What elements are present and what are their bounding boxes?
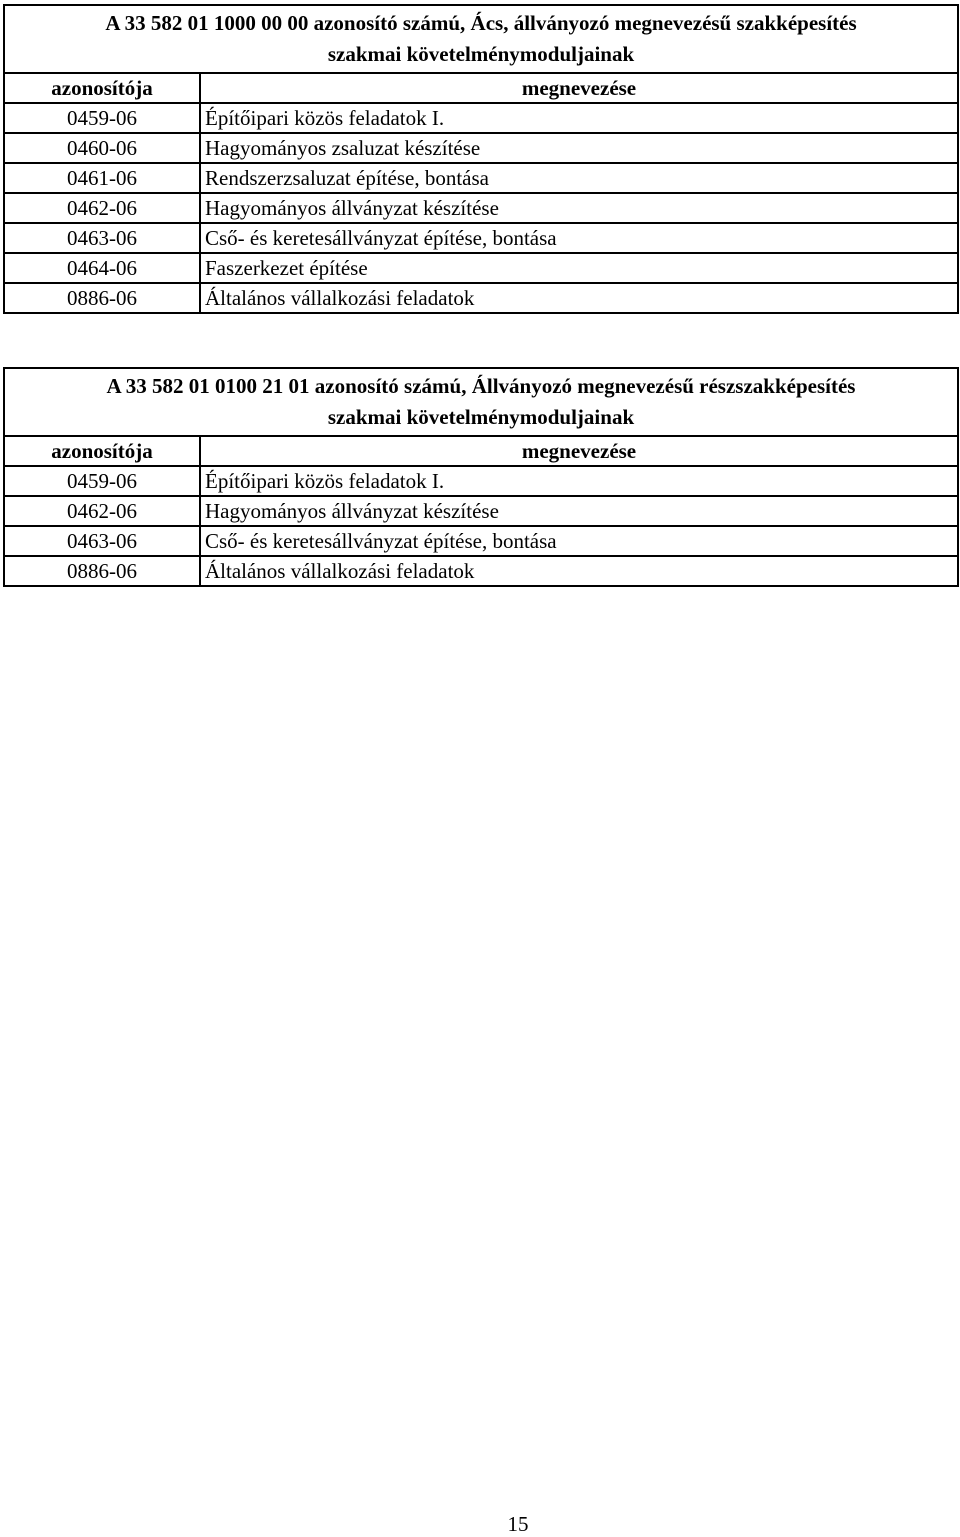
module-id-cell: 0463-06	[4, 223, 200, 253]
module-name-cell: Cső- és keretesállványzat építése, bontása	[200, 526, 958, 556]
module-table-full-qualification	[3, 4, 959, 314]
module-id-cell: 0463-06	[4, 526, 200, 556]
module-name-cell: Hagyományos állványzat készítése	[200, 496, 958, 526]
module-id-cell: 0464-06	[4, 253, 200, 283]
module-id-cell: 0459-06	[4, 103, 200, 133]
table-title-line-1: A 33 582 01 0100 21 01 azonosító számú, Állványozó megnevezésű részszakképesítés	[106, 374, 856, 398]
table-row	[4, 283, 958, 313]
page-number: 15	[507, 1512, 529, 1536]
module-name-cell: Építőipari közös feladatok I.	[200, 103, 958, 133]
table-row	[4, 193, 958, 223]
table-title-line-1: A 33 582 01 1000 00 00 azonosító számú, Ács, állványozó megnevezésű szakképesítés	[105, 11, 857, 35]
module-name-cell: Általános vállalkozási feladatok	[200, 283, 958, 313]
table-row	[4, 496, 958, 526]
module-table-partial-qualification	[3, 367, 959, 587]
table-title-line-2: szakmai követelménymoduljainak	[327, 405, 635, 429]
table-title	[4, 5, 958, 73]
module-id-cell: 0886-06	[4, 283, 200, 313]
table-header-row	[4, 73, 958, 103]
table-row	[4, 133, 958, 163]
module-name-cell: Faszerkezet építése	[200, 253, 958, 283]
table-header-row	[4, 436, 958, 466]
module-id-cell: 0461-06	[4, 163, 200, 193]
table-row	[4, 253, 958, 283]
module-name-cell: Építőipari közös feladatok I.	[200, 466, 958, 496]
module-name-cell: Általános vállalkozási feladatok	[200, 556, 958, 586]
table-title-row	[4, 5, 958, 73]
module-name-cell: Hagyományos zsaluzat készítése	[200, 133, 958, 163]
table-row	[4, 163, 958, 193]
column-header-id: azonosítója	[4, 73, 200, 103]
module-id-cell: 0460-06	[4, 133, 200, 163]
table-row	[4, 466, 958, 496]
table-row	[4, 526, 958, 556]
module-name-cell: Hagyományos állványzat készítése	[200, 193, 958, 223]
table-row	[4, 223, 958, 253]
module-id-cell: 0462-06	[4, 496, 200, 526]
module-name-cell: Rendszerzsaluzat építése, bontása	[200, 163, 958, 193]
table-title	[4, 368, 958, 436]
module-id-cell: 0459-06	[4, 466, 200, 496]
table-title-line-2: szakmai követelménymoduljainak	[327, 42, 635, 66]
table-row	[4, 103, 958, 133]
column-header-id: azonosítója	[4, 436, 200, 466]
module-id-cell: 0462-06	[4, 193, 200, 223]
module-id-cell: 0886-06	[4, 556, 200, 586]
column-header-name: megnevezése	[200, 73, 958, 103]
module-name-cell: Cső- és keretesállványzat építése, bontása	[200, 223, 958, 253]
column-header-name: megnevezése	[200, 436, 958, 466]
table-row	[4, 556, 958, 586]
table-title-row	[4, 368, 958, 436]
